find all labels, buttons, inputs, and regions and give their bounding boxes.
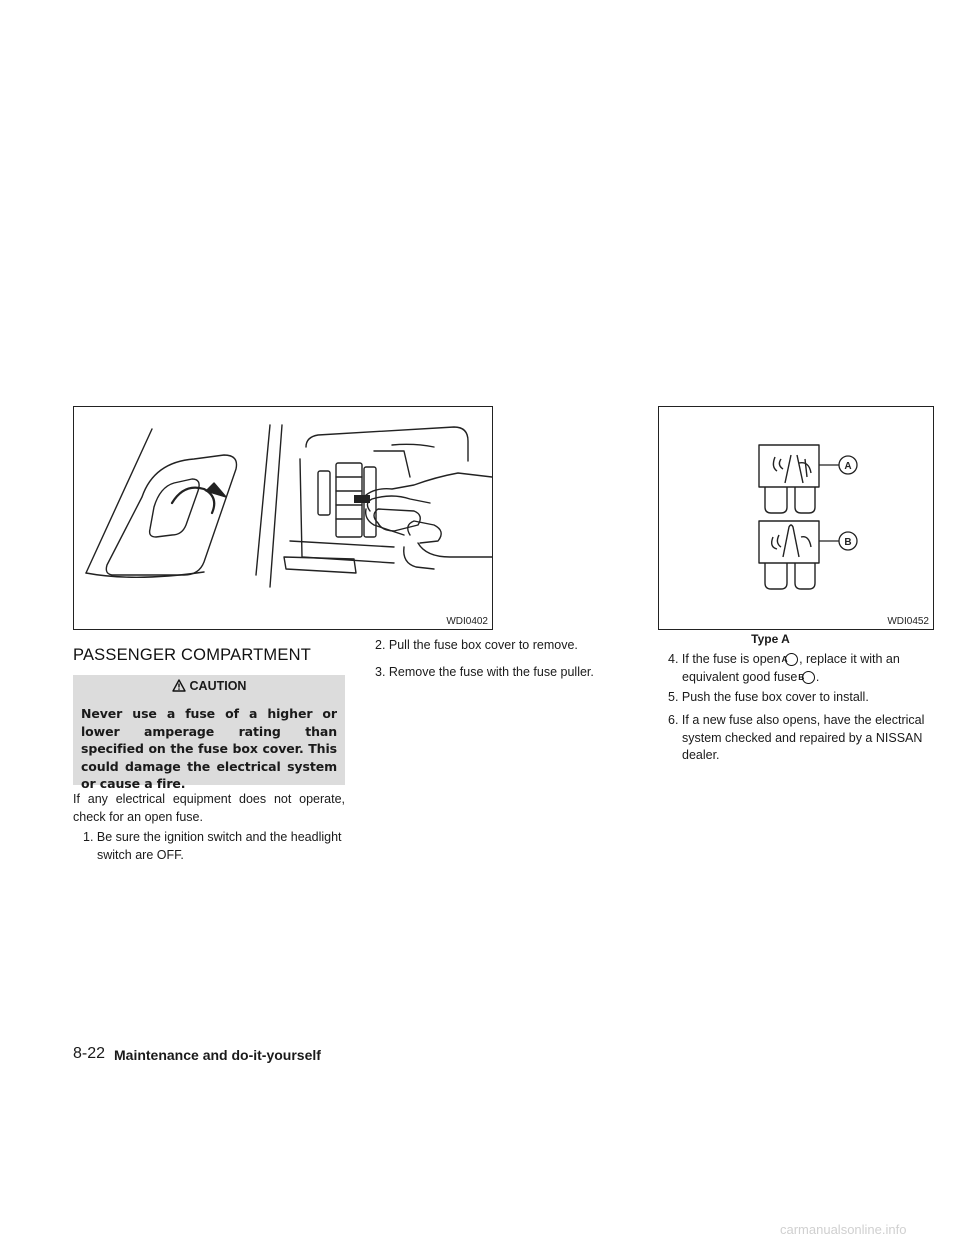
step-4-text-b: , replace it with an equivalent good fuse [682, 652, 900, 684]
marker-b: B [802, 671, 815, 684]
step-3: 3. Remove the fuse with the fuse puller. [375, 665, 594, 679]
page-number: 8-22 [73, 1045, 106, 1062]
step-4-text-c: . [815, 669, 820, 684]
step-4 [658, 651, 932, 686]
fuse-comparison-illustration [659, 407, 933, 629]
figure-fuse-box-cover [73, 406, 493, 630]
step-5: 5. Push the fuse box cover to install. [668, 690, 869, 704]
fuse-label-a: A [844, 461, 852, 472]
step-1: 1. Be sure the ignition switch and the headlight switch are OFF. [83, 830, 342, 862]
caution-label: CAUTION [189, 679, 247, 693]
step-4-text-a: 4. If the fuse is open [668, 652, 781, 666]
section-title: PASSENGER COMPARTMENT [73, 646, 311, 664]
step-6: 6. If a new fuse also opens, have the electrical system checked and repaired by a NISSAN dealer. [668, 713, 925, 762]
marker-a: A [785, 653, 798, 666]
figure-code-right: WDI0452 [887, 616, 929, 627]
figure-fuse-type-a [658, 406, 934, 630]
caution-heading [73, 675, 345, 697]
watermark: carmanualsonline.info [780, 1222, 907, 1237]
warning-icon [172, 679, 186, 692]
caution-text: Never use a fuse of a higher or lower amperage rating than specified on the fuse box cover. This could damage the electrical system or cause a fire. [81, 706, 337, 791]
figure-caption-type-a: Type A [751, 632, 790, 646]
intro-paragraph: If any electrical equipment does not operate, check for an open fuse. [73, 792, 345, 824]
figure-code-left: WDI0402 [446, 616, 488, 627]
fuse-label-b: B [844, 537, 852, 548]
step-2: 2. Pull the fuse box cover to remove. [375, 638, 578, 652]
caution-box [73, 675, 345, 791]
fuse-box-illustration [74, 407, 492, 629]
chapter-title: Maintenance and do-it-yourself [114, 1047, 321, 1063]
